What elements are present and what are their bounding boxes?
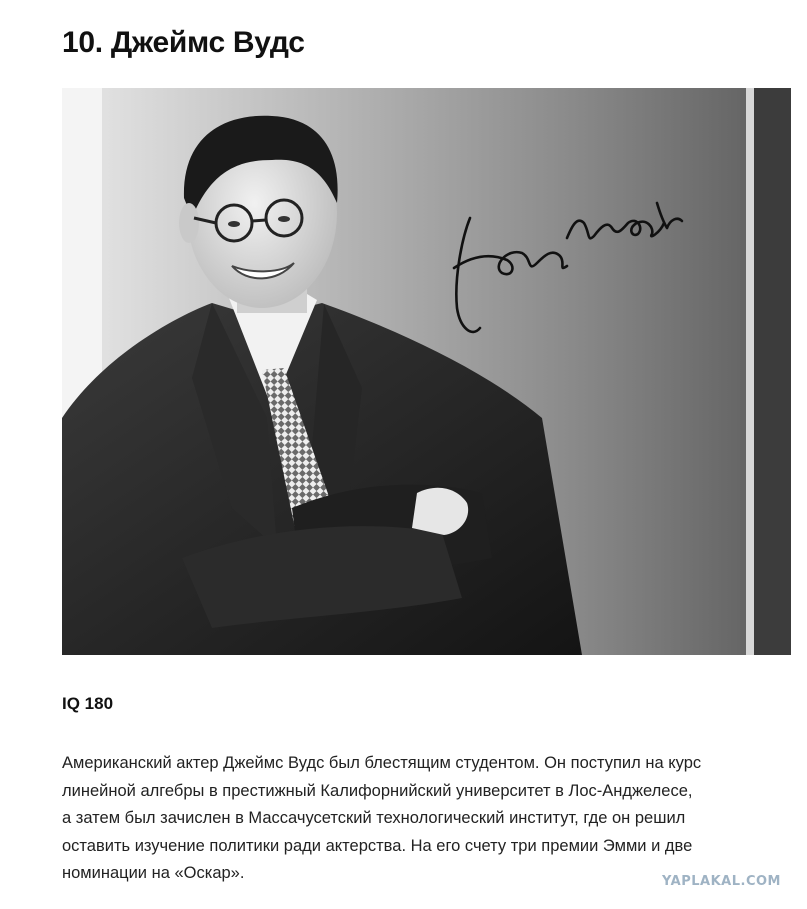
article-paragraph — [62, 750, 762, 888]
iq-heading: IQ 180 — [62, 694, 114, 713]
article-title: 10. Джеймс Вудс — [62, 26, 305, 59]
paragraph-line: оставить изучение политики ради актерства. На его счету три премии Эмми и две — [62, 836, 693, 855]
site-watermark: YAPLAKAL.COM — [662, 874, 781, 889]
portrait-illustration — [62, 88, 791, 655]
portrait-photo — [62, 88, 791, 655]
paragraph-line: номинации на «Оскар». — [62, 864, 245, 882]
paragraph-line: Американский актер Джеймс Вудс был блестящим студентом. Он поступил на курс — [62, 754, 702, 772]
paragraph-line: линейной алгебры в престижный Калифорнийский университет в Лос-Анджелесе, — [62, 781, 693, 800]
paragraph-line: а затем был зачислен в Массачусетский технологический институт, где он решил — [62, 809, 686, 827]
